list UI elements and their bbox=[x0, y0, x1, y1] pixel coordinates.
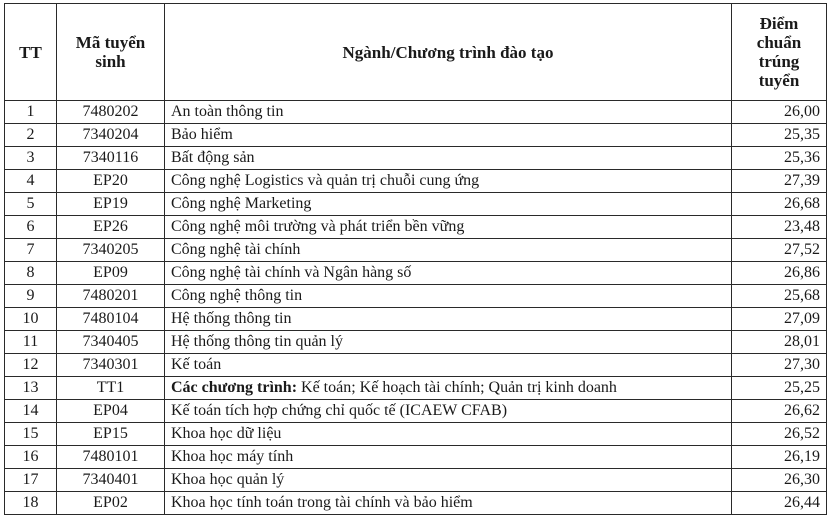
row-tt: 16 bbox=[5, 446, 57, 469]
row-tt: 1 bbox=[5, 101, 57, 124]
row-tt: 14 bbox=[5, 400, 57, 423]
header-score: Điểm chuẩn trúng tuyển bbox=[732, 4, 827, 101]
row-code: EP04 bbox=[57, 400, 165, 423]
row-tt: 10 bbox=[5, 308, 57, 331]
table-row bbox=[5, 446, 827, 469]
row-tt: 2 bbox=[5, 124, 57, 147]
row-code: EP02 bbox=[57, 492, 165, 515]
row-code: EP20 bbox=[57, 170, 165, 193]
row-tt: 18 bbox=[5, 492, 57, 515]
row-score: 27,39 bbox=[732, 170, 827, 193]
row-score: 25,36 bbox=[732, 147, 827, 170]
row-code: 7480201 bbox=[57, 285, 165, 308]
row-code: TT1 bbox=[57, 377, 165, 400]
row-score: 25,35 bbox=[732, 124, 827, 147]
row-tt: 3 bbox=[5, 147, 57, 170]
row-code: 7480104 bbox=[57, 308, 165, 331]
row-program-name: Khoa học quản lý bbox=[165, 469, 732, 492]
row-program-name: Hệ thống thông tin bbox=[165, 308, 732, 331]
table-row bbox=[5, 193, 827, 216]
table-row bbox=[5, 170, 827, 193]
header-code: Mã tuyển sinh bbox=[57, 4, 165, 101]
row-score: 26,86 bbox=[732, 262, 827, 285]
row-tt: 5 bbox=[5, 193, 57, 216]
row-program-name: Khoa học dữ liệu bbox=[165, 423, 732, 446]
row-code: EP09 bbox=[57, 262, 165, 285]
header-tt: TT bbox=[5, 4, 57, 101]
row-tt: 12 bbox=[5, 354, 57, 377]
row-score: 26,68 bbox=[732, 193, 827, 216]
row-code: 7340401 bbox=[57, 469, 165, 492]
row-program-name: Kế toán bbox=[165, 354, 732, 377]
row-tt: 15 bbox=[5, 423, 57, 446]
row-program-name: Công nghệ tài chính và Ngân hàng số bbox=[165, 262, 732, 285]
row-code: EP26 bbox=[57, 216, 165, 239]
row-program-name: Hệ thống thông tin quản lý bbox=[165, 331, 732, 354]
row-score: 25,68 bbox=[732, 285, 827, 308]
row-score: 26,44 bbox=[732, 492, 827, 515]
table-row bbox=[5, 101, 827, 124]
row-program-name: Bất động sản bbox=[165, 147, 732, 170]
table-row bbox=[5, 308, 827, 331]
row-score: 27,09 bbox=[732, 308, 827, 331]
row-code: 7340301 bbox=[57, 354, 165, 377]
table-row bbox=[5, 147, 827, 170]
table-row bbox=[5, 239, 827, 262]
row-tt: 8 bbox=[5, 262, 57, 285]
row-program-name: Khoa học tính toán trong tài chính và bảo hiểm bbox=[165, 492, 732, 515]
row-program-name: Công nghệ thông tin bbox=[165, 285, 732, 308]
row-score: 26,00 bbox=[732, 101, 827, 124]
row-code: 7340405 bbox=[57, 331, 165, 354]
table-body bbox=[5, 101, 827, 515]
row-program-name: Công nghệ môi trường và phát triển bền vững bbox=[165, 216, 732, 239]
row-score: 23,48 bbox=[732, 216, 827, 239]
row-score: 27,30 bbox=[732, 354, 827, 377]
table-row bbox=[5, 492, 827, 515]
table-row bbox=[5, 216, 827, 239]
row-program-name bbox=[165, 377, 732, 400]
row-tt: 9 bbox=[5, 285, 57, 308]
row-tt: 11 bbox=[5, 331, 57, 354]
table-row bbox=[5, 331, 827, 354]
table-row bbox=[5, 469, 827, 492]
program-group-prefix: Các chương trình: bbox=[171, 379, 298, 396]
row-code: EP19 bbox=[57, 193, 165, 216]
table-row bbox=[5, 377, 827, 400]
row-tt: 17 bbox=[5, 469, 57, 492]
row-program-name: Công nghệ tài chính bbox=[165, 239, 732, 262]
row-score: 26,52 bbox=[732, 423, 827, 446]
table-row bbox=[5, 124, 827, 147]
table-row bbox=[5, 285, 827, 308]
row-code: 7340116 bbox=[57, 147, 165, 170]
row-score: 26,62 bbox=[732, 400, 827, 423]
admission-score-table bbox=[4, 3, 827, 515]
table-row bbox=[5, 354, 827, 377]
row-program-name: Kế toán tích hợp chứng chỉ quốc tế (ICAEW CFAB) bbox=[165, 400, 732, 423]
table-row bbox=[5, 423, 827, 446]
table-row bbox=[5, 262, 827, 285]
row-program-name: Khoa học máy tính bbox=[165, 446, 732, 469]
row-tt: 4 bbox=[5, 170, 57, 193]
row-program-name: Công nghệ Marketing bbox=[165, 193, 732, 216]
row-score: 26,19 bbox=[732, 446, 827, 469]
row-program-name: Công nghệ Logistics và quản trị chuỗi cung ứng bbox=[165, 170, 732, 193]
table-header-row bbox=[5, 4, 827, 101]
row-tt: 7 bbox=[5, 239, 57, 262]
table-row bbox=[5, 400, 827, 423]
row-score: 25,25 bbox=[732, 377, 827, 400]
header-program: Ngành/Chương trình đào tạo bbox=[165, 4, 732, 101]
row-score: 27,52 bbox=[732, 239, 827, 262]
row-tt: 6 bbox=[5, 216, 57, 239]
row-code: EP15 bbox=[57, 423, 165, 446]
row-code: 7340204 bbox=[57, 124, 165, 147]
row-score: 26,30 bbox=[732, 469, 827, 492]
row-program-name: Bảo hiểm bbox=[165, 124, 732, 147]
program-group-list: Kế toán; Kế hoạch tài chính; Quản trị kinh doanh bbox=[297, 379, 617, 396]
row-tt: 13 bbox=[5, 377, 57, 400]
row-code: 7480101 bbox=[57, 446, 165, 469]
row-code: 7340205 bbox=[57, 239, 165, 262]
row-score: 28,01 bbox=[732, 331, 827, 354]
row-code: 7480202 bbox=[57, 101, 165, 124]
row-program-name: An toàn thông tin bbox=[165, 101, 732, 124]
